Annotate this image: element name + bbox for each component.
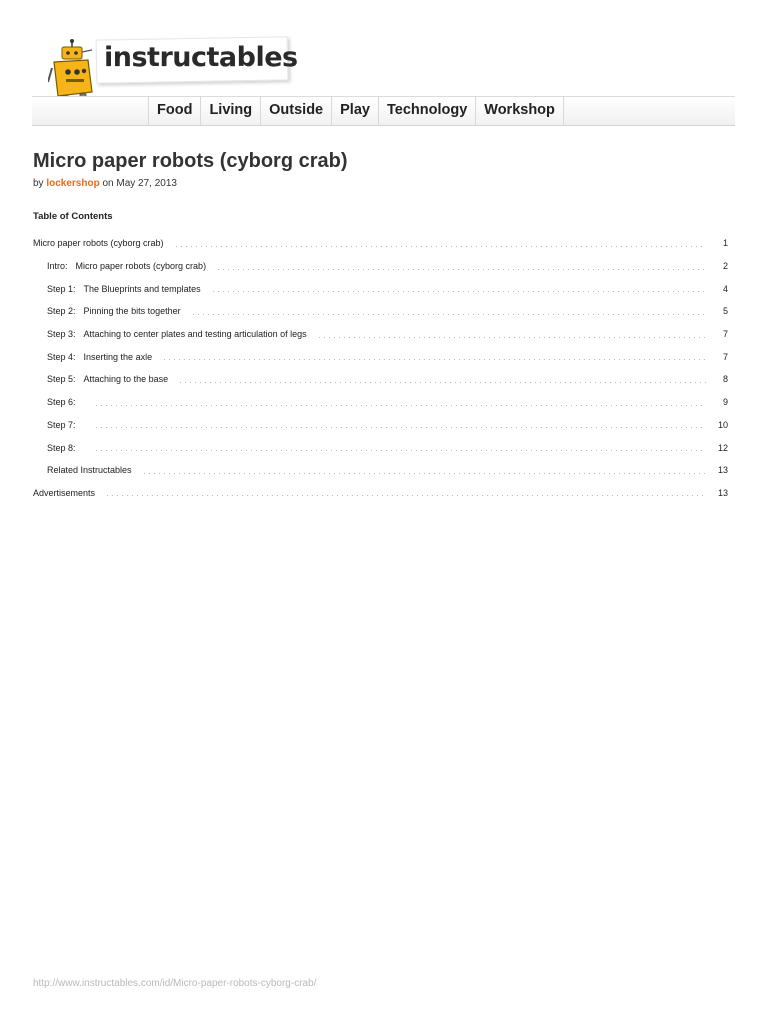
toc-step-number: Step 8: [47,442,76,453]
table-of-contents [33,232,728,504]
nav-item-living[interactable]: Living [201,97,261,125]
toc-leader-dots [94,405,706,406]
toc-entry-label: Attaching to center plates and testing articulation of legs [83,329,307,340]
toc-page-number: 12 [717,442,728,453]
toc-leader-dots [174,246,706,247]
toc-heading: Table of Contents [33,211,113,222]
nav-item-play[interactable]: Play [332,97,379,125]
toc-page-number: 7 [722,329,728,340]
toc-entry-label: Advertisements [33,487,96,498]
toc-page-number: 10 [717,419,728,430]
toc-leader-dots [317,337,706,338]
toc-page-number: 13 [717,465,728,476]
toc-step-number: Intro: [47,261,68,272]
toc-entry[interactable] [33,459,728,482]
toc-entry-label: Related Instructables [47,465,132,476]
toc-step-number: Step 2: [47,306,76,317]
toc-entry[interactable] [33,277,728,300]
toc-leader-dots [162,359,706,360]
toc-page-number: 1 [722,238,728,249]
toc-entry[interactable] [33,232,728,255]
toc-leader-dots [191,314,706,315]
toc-entry[interactable] [33,391,728,414]
toc-entry-label: The Blueprints and templates [83,283,201,294]
toc-page-number: 7 [722,351,728,362]
toc-entry-label: Inserting the axle [83,351,153,362]
toc-step-number: Step 4: [47,351,76,362]
author-link[interactable]: lockershop [46,178,100,189]
toc-entry[interactable] [33,368,728,391]
toc-entry[interactable] [33,436,728,459]
footer-url-link[interactable]: http://www.instructables.com/id/Micro-paper-robots-cyborg-crab/ [33,978,317,989]
toc-entry-label: Micro paper robots (cyborg crab) [75,261,207,272]
toc-entry-label: Pinning the bits together [83,306,181,317]
nav-item-outside[interactable]: Outside [261,97,332,125]
toc-page-number: 5 [722,306,728,317]
toc-entry-label: Micro paper robots (cyborg crab) [33,238,164,249]
toc-page-number: 9 [722,397,728,408]
toc-entry[interactable] [33,255,728,278]
byline [33,178,177,189]
toc-entry[interactable] [33,414,728,437]
toc-leader-dots [94,450,706,451]
toc-page-number: 8 [722,374,728,385]
toc-leader-dots [211,291,706,292]
toc-leader-dots [142,473,706,474]
toc-entry[interactable] [33,323,728,346]
toc-step-number: Step 3: [47,329,76,340]
toc-entry[interactable] [33,482,728,505]
nav-item-workshop[interactable]: Workshop [476,97,564,125]
toc-page-number: 2 [722,261,728,272]
site-logo[interactable]: instructables [104,42,298,73]
toc-leader-dots [178,382,706,383]
byline-prefix: by [33,178,44,189]
toc-entry-label: Attaching to the base [83,374,169,385]
category-navbar [32,96,735,126]
toc-page-number: 13 [717,487,728,498]
toc-entry[interactable] [33,300,728,323]
publish-date: on May 27, 2013 [102,178,177,189]
toc-step-number: Step 5: [47,374,76,385]
toc-step-number: Step 7: [47,419,76,430]
toc-step-number: Step 1: [47,283,76,294]
toc-entry[interactable] [33,345,728,368]
toc-leader-dots [105,495,706,496]
toc-leader-dots [94,427,706,428]
toc-leader-dots [216,269,706,270]
page-title: Micro paper robots (cyborg crab) [33,150,348,172]
nav-item-food[interactable]: Food [148,97,201,125]
nav-item-technology[interactable]: Technology [379,97,476,125]
toc-step-number: Step 6: [47,397,76,408]
toc-page-number: 4 [722,283,728,294]
